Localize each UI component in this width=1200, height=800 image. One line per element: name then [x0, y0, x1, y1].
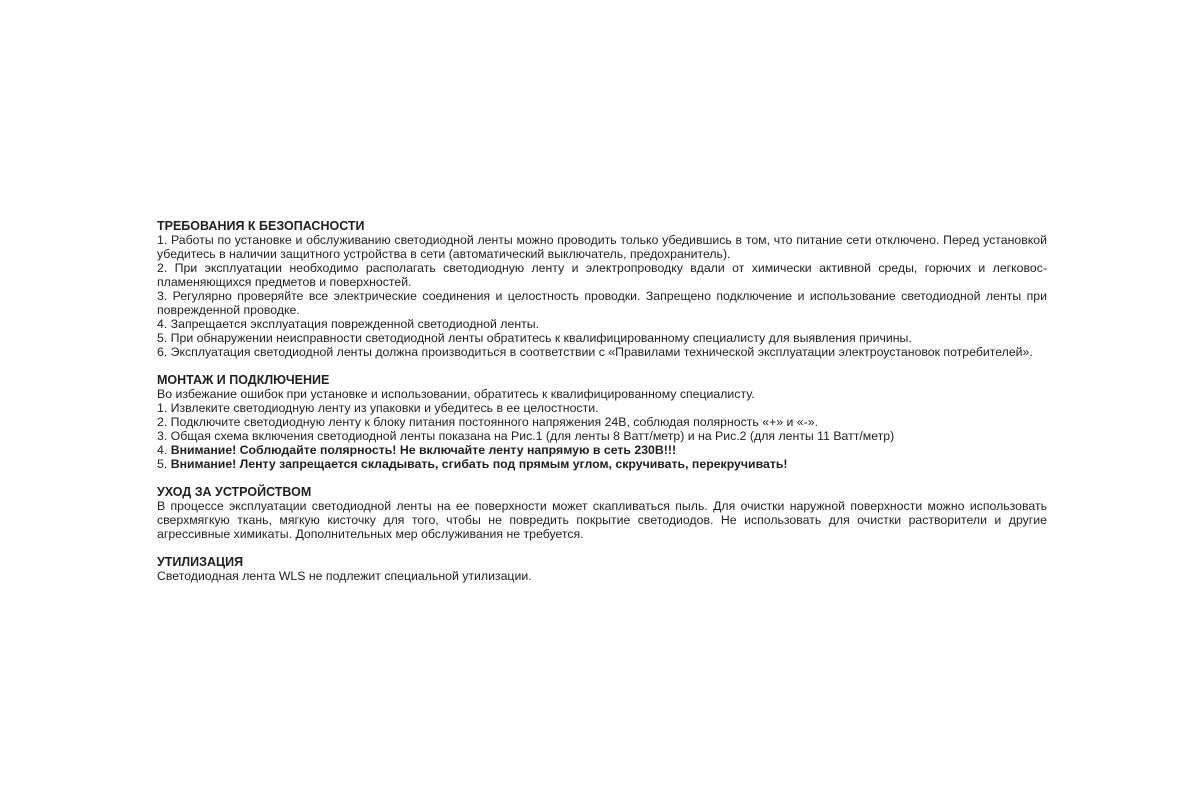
section-care [157, 485, 1047, 541]
warning-5-number: 5. [157, 457, 171, 471]
safety-item-4: 4. Запрещается эксплуатация поврежденной светодиодной ленты. [157, 317, 540, 331]
installation-warning-4 [157, 443, 1047, 457]
heading-care: УХОД ЗА УСТРОЙСТВОМ [157, 485, 312, 499]
section-safety [157, 219, 1047, 359]
installation-item-2: 2. Подключите светодиодную ленту к блоку питания постоянного напряжения 24В, соблюдая полярность «+» и «-». [157, 415, 818, 429]
instruction-document [157, 219, 1047, 597]
care-text: В процессе эксплуатации светодиодной ленты на ее поверхности может скапливаться пыль. Для очистки наружной поверхности можно использовать сверхмягкую ткань, мягкую кисточку для того, чтобы не повредить покрытие светодиодов. Не использовать для очистки растворители и другие агрессивные химикаты. Дополнительных мер обслуживания не требуется. [157, 499, 1047, 541]
heading-disposal: УТИЛИЗАЦИЯ [157, 555, 244, 569]
safety-item-5: 5. При обнаружении неисправности светодиодной ленты обратитесь к квалифицированному специалисту для выявления причины. [157, 331, 912, 345]
safety-item-3: 3. Регулярно проверяйте все электрические соединения и целостность проводки. Запрещено подключение и использование светодиодной ленты при поврежденной проводке. [157, 289, 1047, 317]
heading-installation: МОНТАЖ И ПОДКЛЮЧЕНИЕ [157, 373, 330, 387]
installation-item-1: 1. Извлеките светодиодную ленту из упаковки и убедитесь в ее целостности. [157, 401, 599, 415]
warning-4-text: Внимание! Соблюдайте полярность! Не включайте ленту напрямую в сеть 230В!!! [170, 443, 677, 457]
installation-warning-5 [157, 457, 1047, 471]
safety-item-1: 1. Работы по установке и обслуживанию светодиодной ленты можно проводить только убедившись в том, что питание сети отключено. Перед установкой убедитесь в наличии защитного устройства в сети (автоматический выключатель, предохранитель). [157, 233, 1047, 261]
safety-item-2: 2. При эксплуатации необходимо располагать светодиодную ленту и электропроводку вдали от химически активной среды, горючих и легковоспламеняющихся предметов и поверхностей. [157, 261, 1047, 289]
heading-safety: ТРЕБОВАНИЯ К БЕЗОПАСНОСТИ [157, 219, 365, 233]
installation-intro: Во избежание ошибок при установке и использовании, обратитесь к квалифицированному специалисту. [157, 387, 755, 401]
warning-5-text: Внимание! Ленту запрещается складывать, сгибать под прямым углом, скручивать, перекручивать! [170, 457, 788, 471]
warning-4-number: 4. [157, 443, 171, 457]
section-disposal [157, 555, 1047, 583]
section-installation [157, 373, 1047, 471]
disposal-text: Светодиодная лента WLS не подлежит специальной утилизации. [157, 569, 532, 583]
safety-item-6: 6. Эксплуатация светодиодной ленты должна производиться в соответствии с «Правилами технической эксплуатации электроустановок потребителей». [157, 345, 1033, 359]
installation-item-3: 3. Общая схема включения светодиодной ленты показана на Рис.1 (для ленты 8 Ватт/метр) и на Рис.2 (для ленты 11 Ватт/метр) [157, 429, 895, 443]
